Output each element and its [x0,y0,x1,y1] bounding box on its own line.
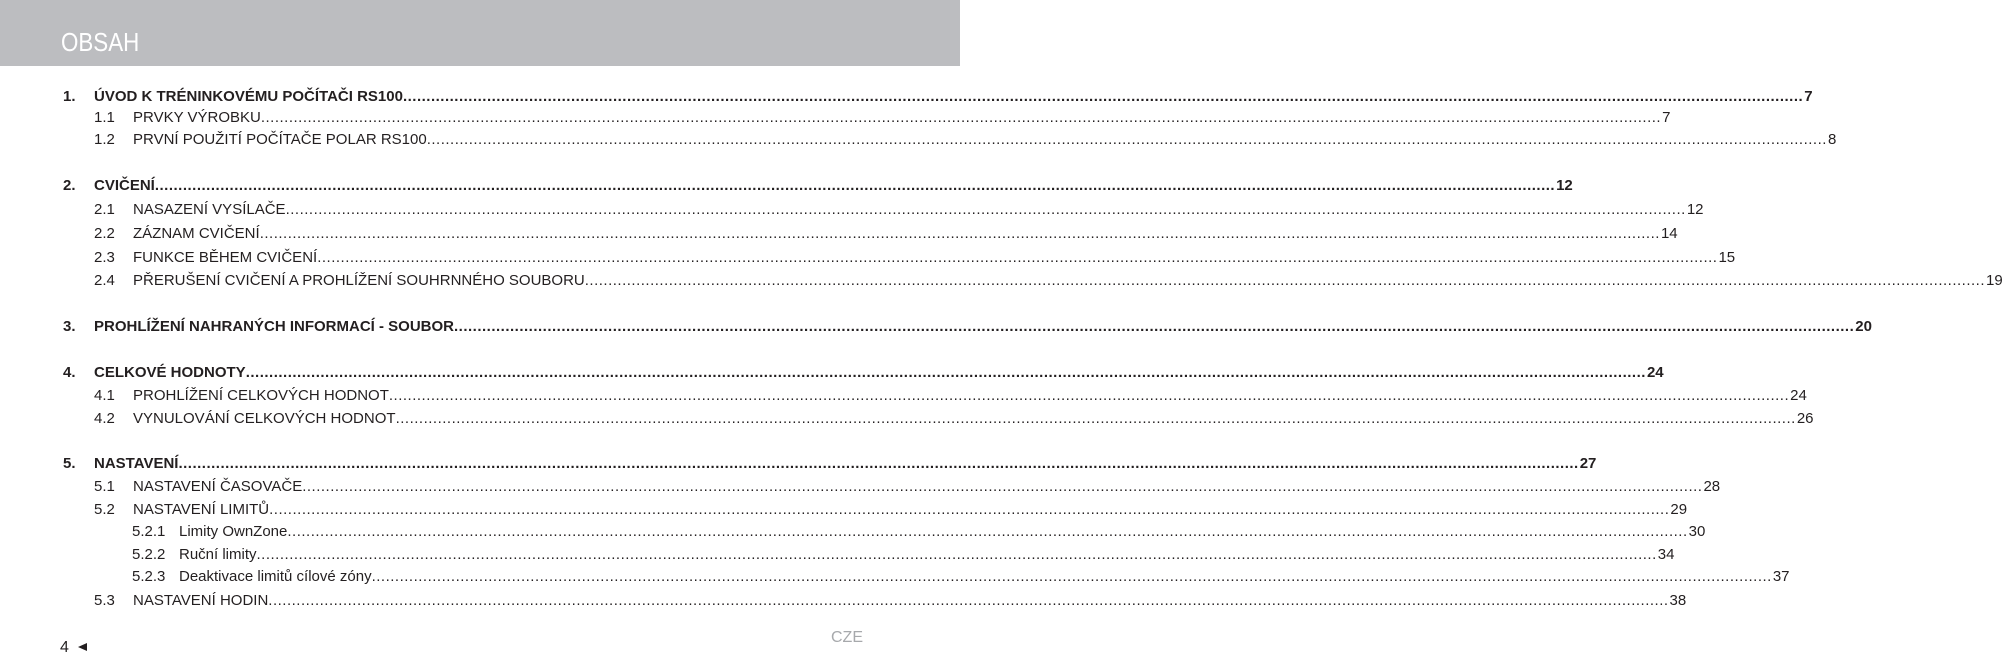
toc-entry-page: 20 [1855,318,1872,335]
toc-leader-dots: ............................................................................................................................................................................................................................................................................................................ [154,177,1556,194]
toc-leader-dots: ............................................................................................................................................................................................................................................................................................................ [268,592,1669,609]
toc-entry-title: PROHLÍŽENÍ NAHRANÝCH INFORMACÍ - SOUBOR [94,318,454,335]
toc-entry[interactable] [0,591,1687,611]
toc-leader-dots: ............................................................................................................................................................................................................................................................................................................ [402,88,1804,105]
toc-entry-page: 27 [1579,455,1597,472]
toc-entry-title: PŘERUŠENÍ CVIČENÍ A PROHLÍŽENÍ SOUHRNNÉHO SOUBORU [133,272,585,289]
toc-entry-page: 24 [1790,387,1807,404]
toc-leader-dots: ............................................................................................................................................................................................................................................................................................................ [256,546,1657,563]
toc-leader-dots: ............................................................................................................................................................................................................................................................................................................ [454,318,1855,335]
toc-entry-title: CVIČENÍ [94,177,155,194]
toc-entry-number: 2.1 [94,201,115,218]
toc-entry-number: 3. [63,318,76,335]
toc-entry-title: VYNULOVÁNÍ CELKOVÝCH HODNOT [133,410,396,427]
toc-entry-page: 7 [1662,109,1671,126]
toc-entry[interactable] [0,248,1736,268]
toc-leader-dots: ............................................................................................................................................................................................................................................................................................................ [388,387,1790,404]
toc-entry-number: 4.1 [94,387,115,404]
toc-entry-number: 2.2 [94,225,115,242]
toc-leader-dots: ............................................................................................................................................................................................................................................................................................................ [287,523,1688,540]
toc-entry[interactable] [0,454,1597,474]
toc-entry-number: 1. [63,88,76,105]
toc-entry[interactable] [0,409,1814,429]
toc-entry-page: 14 [1660,225,1678,242]
toc-leader-dots: ............................................................................................................................................................................................................................................................................................................ [285,201,1686,218]
toc-entry-page: 12 [1556,177,1573,194]
toc-entry-number: 4.2 [94,410,115,427]
toc-entry-number: 5.2.2 [132,546,166,563]
toc-entry[interactable] [0,363,1664,383]
toc-entry-title: NASTAVENÍ LIMITŮ [133,501,270,518]
toc-entry-page: 8 [1827,131,1837,148]
toc-entry-number: 2.3 [94,249,115,266]
toc-entry-title: NASTAVENÍ ČASOVAČE [133,478,303,495]
toc-entry-page: 7 [1804,88,1813,105]
toc-entry[interactable] [0,130,1837,150]
toc-leader-dots: ............................................................................................................................................................................................................................................................................................................ [259,225,1660,242]
toc-entry-title: PRVKY VÝROBKU [133,109,261,126]
toc-leader-dots: ............................................................................................................................................................................................................................................................................................................ [245,364,1646,381]
toc-entry-number: 5.2.1 [132,523,166,540]
toc-entry-number: 5. [63,455,76,472]
toc-leader-dots: ............................................................................................................................................................................................................................................................................................................ [317,249,1718,266]
toc-entry-title: NASTAVENÍ HODIN [133,592,269,609]
page-arrow-icon [78,643,87,651]
page-title: OBSAH [61,27,140,57]
toc-entry-number: 2. [63,177,76,194]
toc-entry-page: 24 [1646,364,1664,381]
toc-entry-number: 1.1 [94,109,115,126]
toc-entry[interactable] [0,176,1573,196]
toc-entry[interactable] [0,108,1671,128]
toc-entry-page: 15 [1718,249,1736,266]
toc-entry-number: 5.2 [94,501,115,518]
toc-entry-title: ÚVOD K TRÉNINKOVÉMU POČÍTAČI RS100 [94,88,403,105]
toc-entry-number: 5.3 [94,592,115,609]
toc-entry[interactable] [0,545,1675,565]
toc-entry-title: NASTAVENÍ [94,455,179,472]
toc-entry-title: ZÁZNAM CVIČENÍ [133,225,260,242]
toc-entry[interactable] [0,567,1790,587]
toc-entry[interactable] [0,271,2003,291]
toc-entry-number: 5.2.3 [132,568,166,585]
toc-entry[interactable] [0,522,1706,542]
toc-leader-dots: ............................................................................................................................................................................................................................................................................................................ [371,568,1772,585]
toc-entry[interactable] [0,200,1704,220]
toc-entry-page: 30 [1688,523,1706,540]
toc-entry[interactable] [0,87,1813,107]
toc-entry-title: Limity OwnZone [179,523,288,540]
toc-entry-title: Ruční limity [179,546,257,563]
toc-entry-title: FUNKCE BĚHEM CVIČENÍ [133,249,318,266]
page-number: 4 [60,639,69,656]
toc-entry-number: 1.2 [94,131,115,148]
toc-entry[interactable] [0,317,1872,337]
toc-entry-title: Deaktivace limitů cílové zóny [179,568,372,585]
toc-entry[interactable] [0,500,1688,520]
toc-entry-page: 12 [1686,201,1704,218]
toc-leader-dots: ............................................................................................................................................................................................................................................................................................................ [269,501,1670,518]
toc-entry-number: 2.4 [94,272,115,289]
toc-entry-title: PRVNÍ POUŽITÍ POČÍTAČE POLAR RS100 [133,131,427,148]
toc-leader-dots: ............................................................................................................................................................................................................................................................................................................ [426,131,1827,148]
toc-entry-page: 26 [1796,410,1814,427]
language-label: CZE [831,629,863,646]
toc-leader-dots: ............................................................................................................................................................................................................................................................................................................ [178,455,1579,472]
toc-entry-title: NASAZENÍ VYSÍLAČE [133,201,286,218]
toc-entry[interactable] [0,224,1678,244]
toc-leader-dots: ............................................................................................................................................................................................................................................................................................................ [584,272,1985,289]
toc-entry[interactable] [0,386,1807,406]
toc-entry-page: 28 [1703,478,1721,495]
toc-entry-page: 34 [1657,546,1675,563]
toc-entry[interactable] [0,477,1721,497]
toc-leader-dots: ............................................................................................................................................................................................................................................................................................................ [302,478,1703,495]
toc-entry-page: 29 [1670,501,1688,518]
toc-entry-title: CELKOVÉ HODNOTY [94,364,246,381]
toc-entry-number: 5.1 [94,478,115,495]
toc-entry-number: 4. [63,364,76,381]
toc-entry-page: 19 [1986,272,2003,289]
toc-entry-page: 38 [1669,592,1687,609]
toc-leader-dots: ............................................................................................................................................................................................................................................................................................................ [395,410,1796,427]
toc-leader-dots: ............................................................................................................................................................................................................................................................................................................ [260,109,1662,126]
toc-entry-title: PROHLÍŽENÍ CELKOVÝCH HODNOT [133,387,389,404]
toc-entry-page: 37 [1772,568,1790,585]
